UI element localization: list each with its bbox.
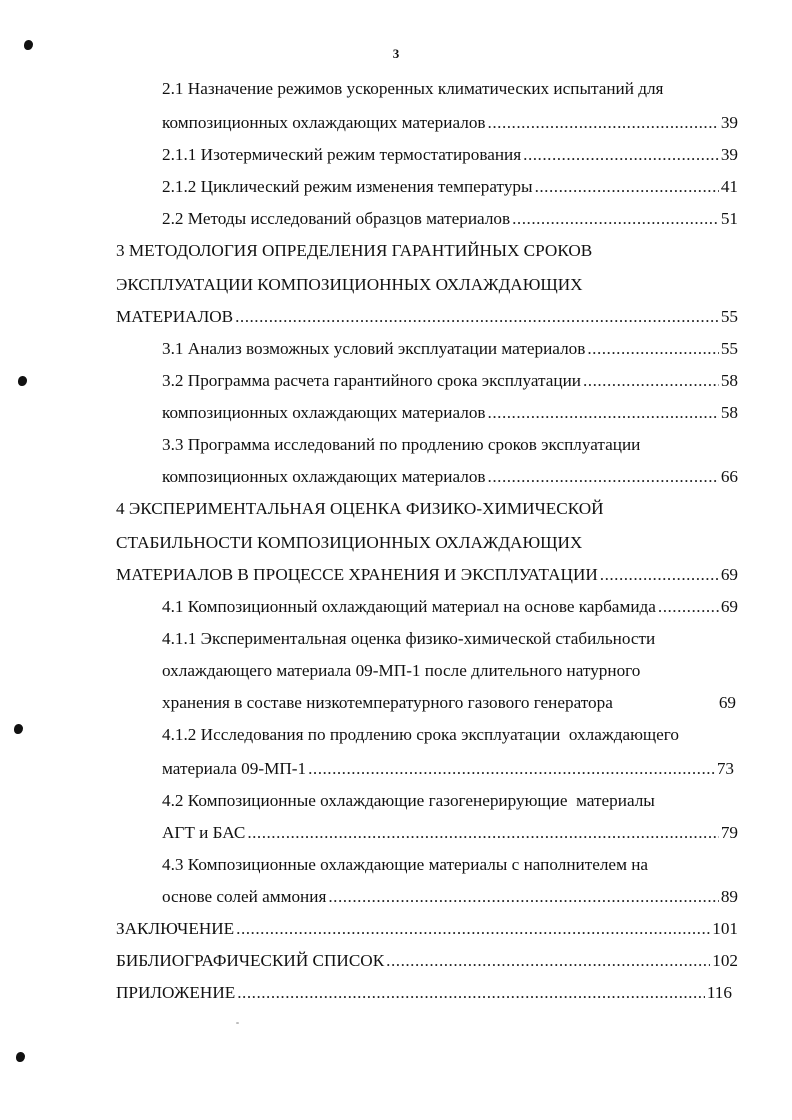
toc-entry-text: 2.2 Методы исследований образцов материалов — [162, 209, 511, 228]
scan-speck — [236, 1022, 239, 1024]
toc-entry-text: АГТ и БАС — [162, 823, 246, 842]
toc-entry-3-1 — [162, 336, 738, 362]
toc-page-number: 79 — [720, 823, 738, 842]
toc-page-number: 102 — [712, 951, 738, 970]
dot-leader — [488, 464, 719, 490]
toc-page-number: 51 — [720, 209, 738, 228]
toc-entry-3-3 — [162, 432, 738, 458]
toc-appendix — [116, 980, 732, 1006]
toc-entry-text: ЗАКЛЮЧЕНИЕ — [116, 919, 235, 938]
toc-entry-text: 4.1.2 Исследования по продлению срока эксплуатации охлаждающего — [162, 725, 679, 744]
toc-entry-text: охлаждающего материала 09-МП-1 после длительного натурного — [162, 661, 641, 680]
toc-entry-4-1 — [162, 594, 738, 620]
dot-leader — [488, 110, 719, 136]
toc-entry-text: 3.2 Программа расчета гарантийного срока эксплуатации — [162, 371, 581, 390]
toc-page-number: 41 — [720, 177, 738, 196]
toc-page-number: 73 — [716, 759, 734, 778]
toc-entry-4-1-1-cont — [162, 658, 738, 684]
toc-chapter-4-end — [116, 562, 738, 588]
toc-chapter-3-end — [116, 304, 738, 330]
toc-page-number: 55 — [720, 339, 738, 358]
toc-entry-text: ПРИЛОЖЕНИЕ — [116, 983, 236, 1002]
toc-page-number: 116 — [706, 983, 732, 1002]
dot-leader — [247, 820, 719, 846]
toc-entry-text: 4 ЭКСПЕРИМЕНТАЛЬНАЯ ОЦЕНКА ФИЗИКО-ХИМИЧЕСКОЙ — [116, 499, 604, 518]
toc-entry-2-1-cont — [162, 110, 738, 136]
dot-leader — [523, 142, 719, 168]
toc-chapter-3 — [116, 238, 738, 264]
toc-bibliography — [116, 948, 738, 974]
toc-page-number: 39 — [720, 113, 738, 132]
toc-page-number: 66 — [720, 467, 738, 486]
toc-entry-3-2-cont — [162, 400, 738, 426]
toc-entry-text: композиционных охлаждающих материалов — [162, 113, 486, 132]
toc-entry-text: 3.1 Анализ возможных условий эксплуатации материалов — [162, 339, 586, 358]
toc-entry-text: хранения в составе низкотемпературного газового генератора — [162, 693, 613, 712]
dot-leader — [235, 304, 719, 330]
dot-leader — [308, 756, 715, 782]
toc-page-number: 55 — [720, 307, 738, 326]
dot-leader — [658, 594, 719, 620]
toc-entry-4-3 — [162, 852, 738, 878]
toc-entry-2-1-2 — [162, 174, 738, 200]
dot-leader — [535, 174, 719, 200]
page-number: 3 — [392, 46, 400, 61]
toc-page-number: 58 — [720, 371, 738, 390]
toc-entry-4-2-cont — [162, 820, 738, 846]
dot-leader — [236, 916, 710, 942]
toc-entry-4-1-1-end — [162, 690, 736, 716]
toc-entry-4-3-cont — [162, 884, 738, 910]
dot-leader — [587, 336, 718, 362]
dot-leader — [583, 368, 719, 394]
toc-entry-text: композиционных охлаждающих материалов — [162, 403, 486, 422]
toc-page-number: 89 — [720, 887, 738, 906]
toc-page-number: 69 — [718, 693, 736, 712]
toc-entry-4-1-1 — [162, 626, 738, 652]
toc-entry-text: 2.1.2 Циклический режим изменения температуры — [162, 177, 533, 196]
toc-entry-text: ЭКСПЛУАТАЦИИ КОМПОЗИЦИОННЫХ ОХЛАЖДАЮЩИХ — [116, 275, 583, 294]
toc-entry-3-2 — [162, 368, 738, 394]
toc-entry-text: материала 09-МП-1 — [162, 759, 307, 778]
toc-page-number: 58 — [720, 403, 738, 422]
toc-entry-text: 3.3 Программа исследований по продлению сроков эксплуатации — [162, 435, 641, 454]
dot-leader — [488, 400, 719, 426]
toc-entry-text: 2.1 Назначение режимов ускоренных климатических испытаний для — [162, 79, 664, 98]
toc-entry-text: МАТЕРИАЛОВ — [116, 307, 234, 326]
dot-leader — [237, 980, 705, 1006]
toc-entry-text: 2.1.1 Изотермический режим термостатирования — [162, 145, 522, 164]
dot-leader — [386, 948, 710, 974]
toc-entry-text: композиционных охлаждающих материалов — [162, 467, 486, 486]
dot-leader — [328, 884, 718, 910]
toc-page-number: 69 — [720, 565, 738, 584]
toc-entry-text: 4.2 Композиционные охлаждающие газогенерирующие материалы — [162, 791, 655, 810]
toc-entry-4-1-2 — [162, 722, 738, 748]
dot-leader — [600, 562, 719, 588]
toc-chapter-4 — [116, 496, 738, 522]
toc-entry-text: СТАБИЛЬНОСТИ КОМПОЗИЦИОННЫХ ОХЛАЖДАЮЩИХ — [116, 533, 583, 552]
toc-entry-4-1-2-cont — [162, 756, 734, 782]
toc-conclusion — [116, 916, 738, 942]
toc-entry-4-2 — [162, 788, 738, 814]
toc-entry-text: 4.1.1 Экспериментальная оценка физико-химической стабильности — [162, 629, 656, 648]
toc-entry-text: БИБЛИОГРАФИЧЕСКИЙ СПИСОК — [116, 951, 385, 970]
toc-page-number: 39 — [720, 145, 738, 164]
toc-chapter-3-cont — [116, 272, 738, 298]
toc-entry-2-1-1 — [162, 142, 738, 168]
toc-entry-2-1 — [162, 76, 738, 102]
toc-entry-text: 4.1 Композиционный охлаждающий материал на основе карбамида — [162, 597, 656, 616]
toc-entry-text: 3 МЕТОДОЛОГИЯ ОПРЕДЕЛЕНИЯ ГАРАНТИЙНЫХ СРОКОВ — [116, 241, 593, 260]
toc-entry-3-3-cont — [162, 464, 738, 490]
toc-chapter-4-cont — [116, 530, 738, 556]
toc-entry-2-2 — [162, 206, 738, 232]
toc-entry-text: МАТЕРИАЛОВ В ПРОЦЕССЕ ХРАНЕНИЯ И ЭКСПЛУАТАЦИИ — [116, 565, 598, 584]
dot-leader — [512, 206, 719, 232]
toc-page-number: 69 — [720, 597, 738, 616]
toc-entry-text: основе солей аммония — [162, 887, 327, 906]
toc-page-number: 101 — [712, 919, 738, 938]
toc-entry-text: 4.3 Композиционные охлаждающие материалы с наполнителем на — [162, 855, 649, 874]
